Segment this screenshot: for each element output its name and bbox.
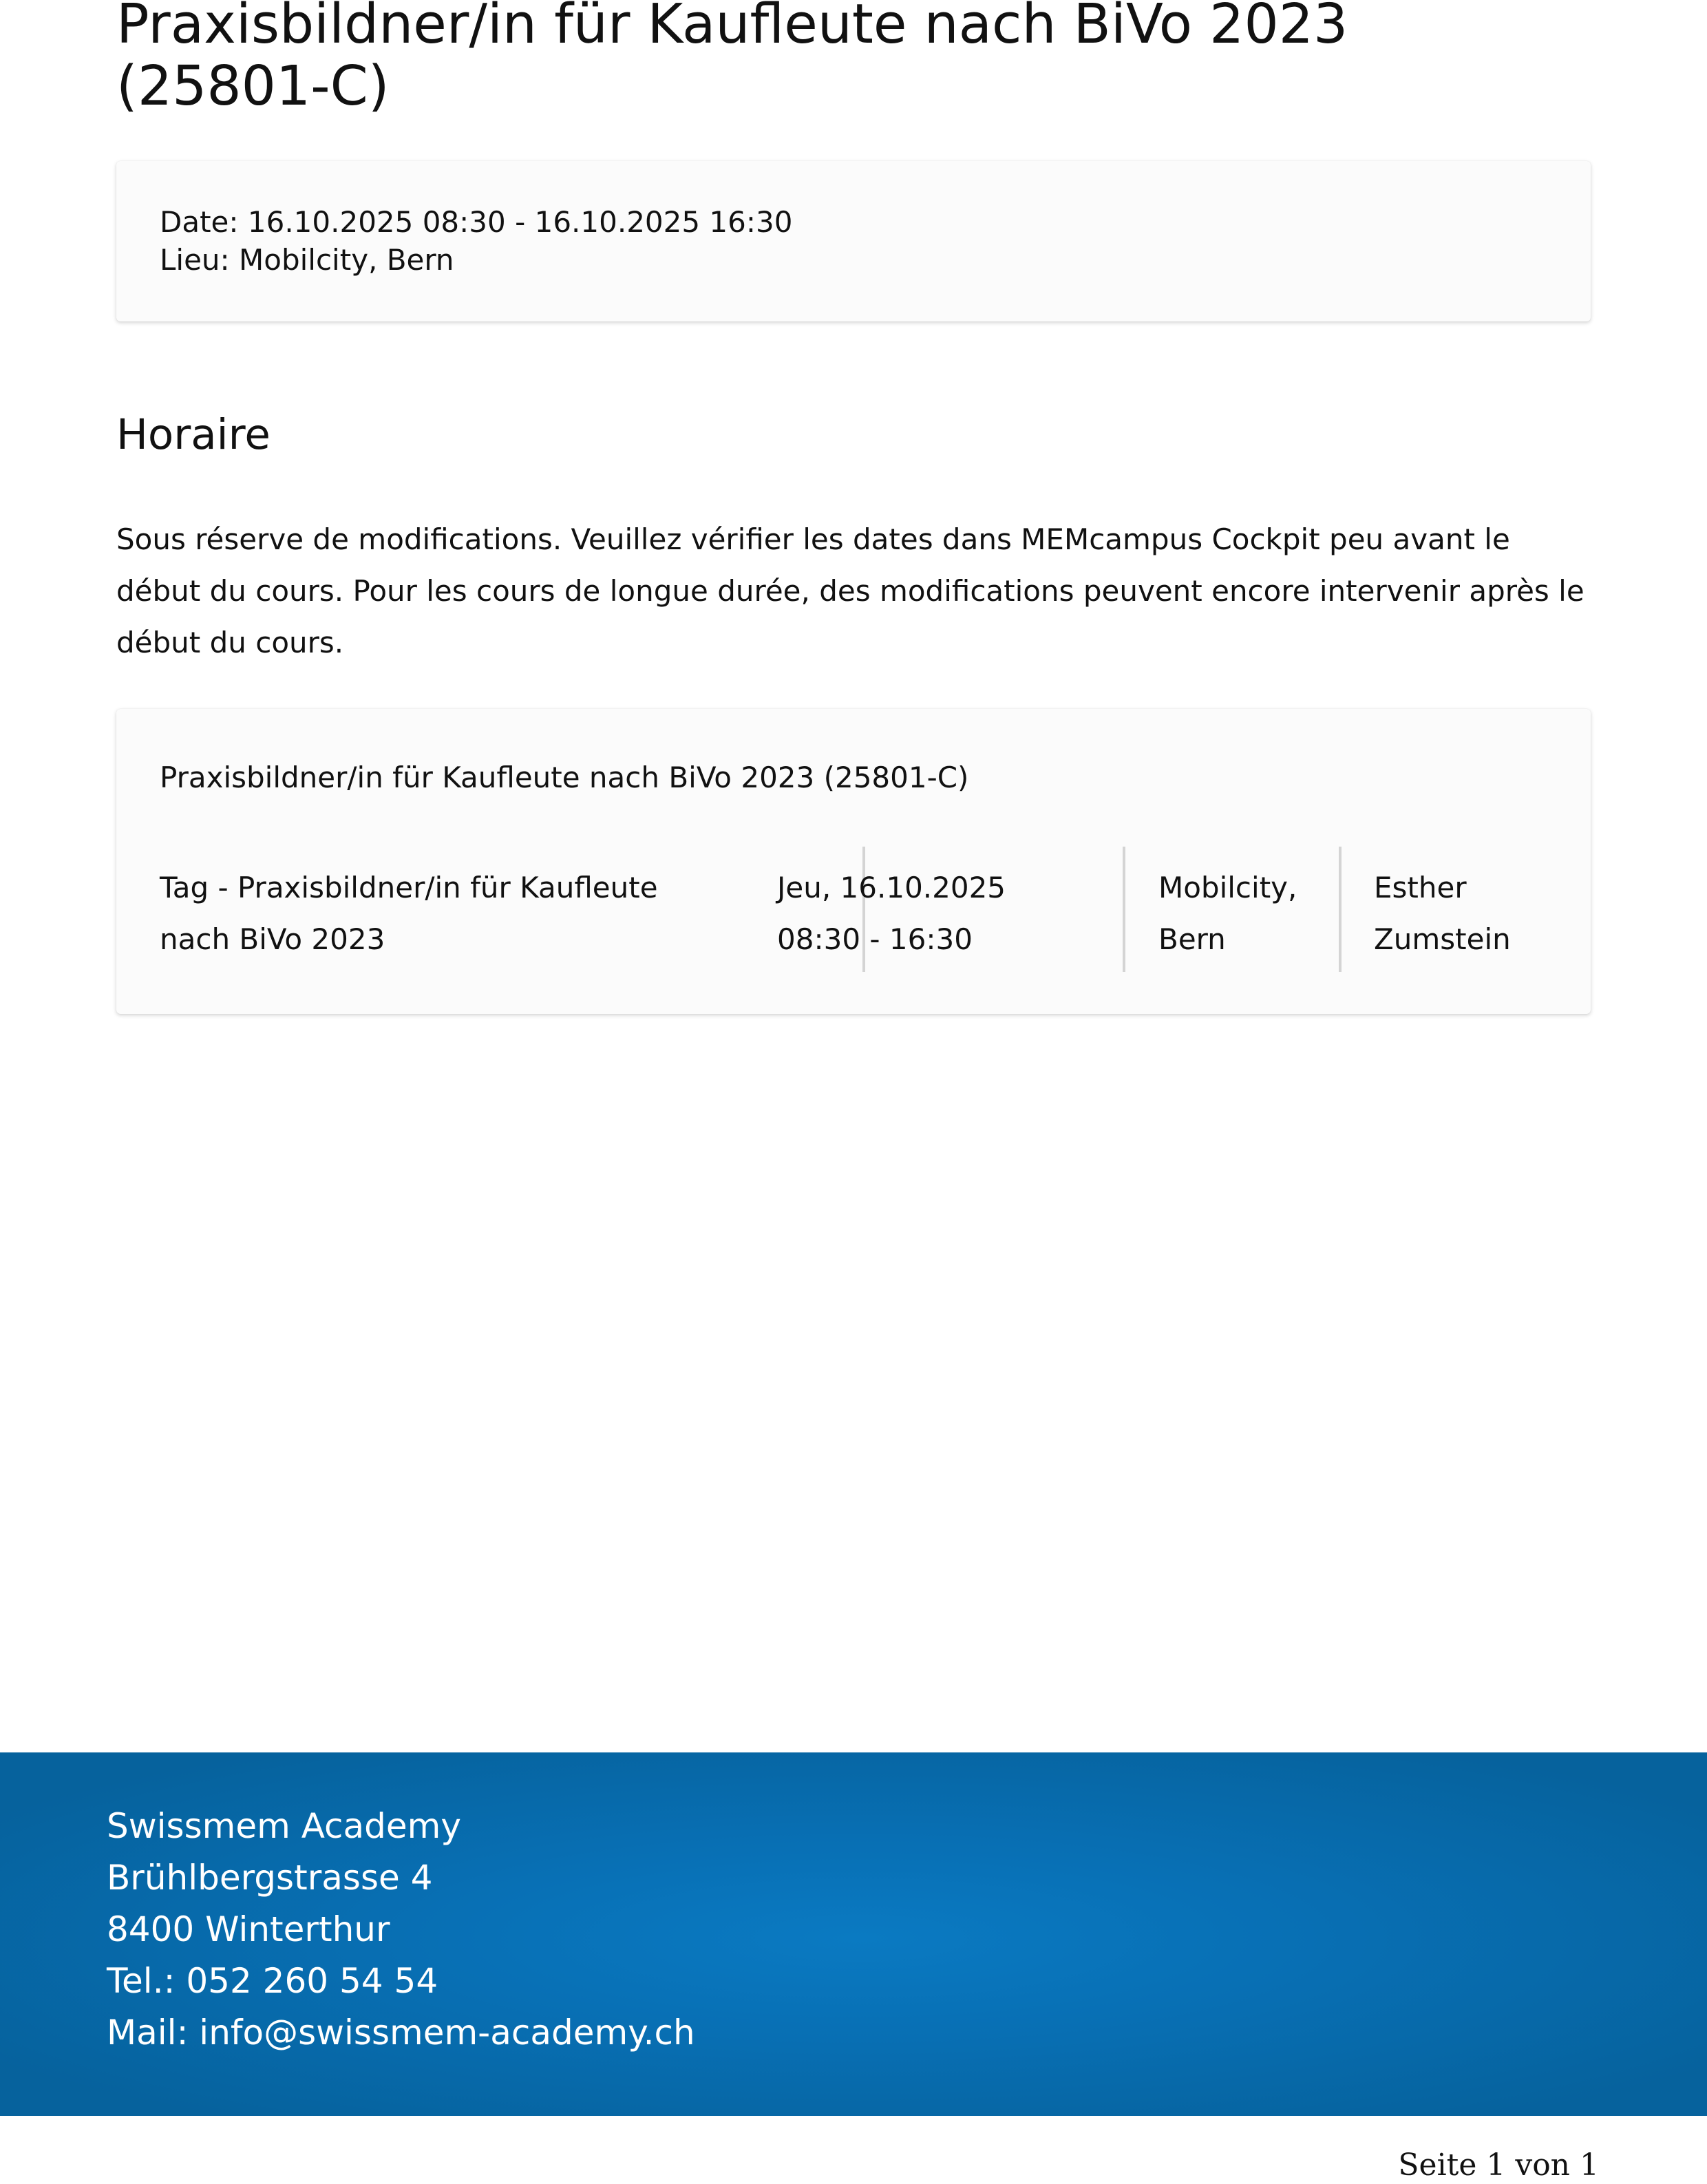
schedule-row [116,847,1591,972]
session-location [1158,847,1344,972]
page-title-line-2: (25801-C) [116,54,390,118]
schedule-notice [116,513,1596,668]
session-trainer-line: Esther [1374,871,1467,904]
footer-company: Swissmem Academy [107,1806,461,1846]
session-title [160,847,724,972]
column-divider [1339,847,1342,972]
session-trainer-line: Zumstein [1374,922,1511,956]
footer-banner [0,1752,1707,2116]
schedule-card [116,709,1591,1014]
schedule-notice-line: Sous réserve de modifications. Veuillez vérifier les dates dans MEMcampus Cockpit peu avant le [116,522,1510,556]
course-info-card [116,161,1591,321]
schedule-course-title: Praxisbildner/in für Kaufleute nach BiVo 2023 (25801-C) [160,761,969,794]
footer-email[interactable]: Mail: info@swissmem-academy.ch [107,2013,695,2053]
session-trainer [1374,847,1573,972]
column-divider [1123,847,1125,972]
session-title-line: Tag - Praxisbildner/in für Kaufleute [160,871,658,904]
footer-city: 8400 Winterthur [107,1909,390,1949]
footer-phone: Tel.: 052 260 54 54 [107,1961,438,2001]
session-location-line: Bern [1158,922,1226,956]
course-date: Date: 16.10.2025 08:30 - 16.10.2025 16:30 [160,205,793,239]
session-time-line: 08:30 - 16:30 [777,922,973,956]
session-date-line: Jeu, 16.10.2025 [777,871,1006,904]
schedule-notice-line: début du cours. Pour les cours de longue durée, des modifications peuvent encore intervenir après le [116,574,1584,608]
schedule-notice-line: début du cours. [116,626,344,659]
schedule-heading: Horaire [116,410,271,459]
session-title-line: nach BiVo 2023 [160,922,385,956]
page-title-line-1: Praxisbildner/in für Kaufleute nach BiVo 2023 [116,0,1348,56]
session-date [777,847,1135,972]
session-location-line: Mobilcity, [1158,871,1297,904]
page-number: Seite 1 von 1 [1398,2148,1599,2183]
page-title [116,0,1589,117]
footer-street: Brühlbergstrasse 4 [107,1858,433,1898]
course-location: Lieu: Mobilcity, Bern [160,243,454,277]
footer-address [107,1801,695,2059]
